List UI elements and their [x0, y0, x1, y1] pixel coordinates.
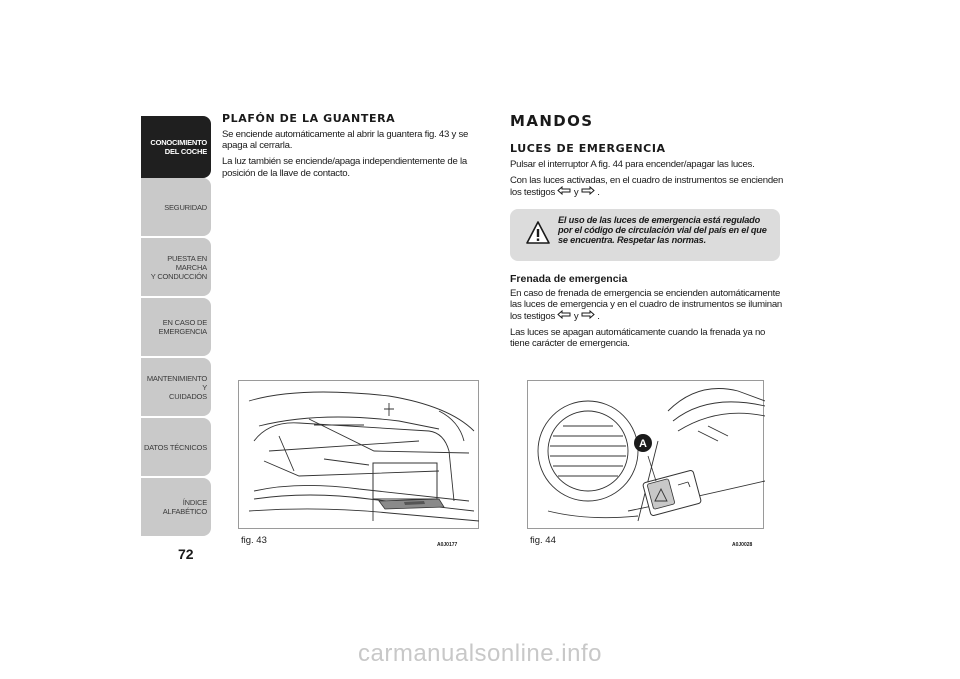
tab-puesta-en-marcha[interactable]: PUESTA EN MARCHA Y CONDUCCIÓN: [141, 238, 211, 296]
conjunction: y: [573, 311, 579, 323]
paragraph: Se enciende automáticamente al abrir la guantera fig. 43 y se apaga al cerrarla.: [222, 129, 469, 152]
figure-code: A0J0177: [437, 542, 458, 548]
hazard-switch-illustration: [528, 381, 765, 530]
left-column: [222, 112, 492, 184]
paragraph: Pulsar el interruptor A fig. 44 para encender/apagar las luces.: [510, 159, 755, 170]
tab-conocimiento-del-coche[interactable]: CONOCIMIENTO DEL COCHE: [141, 116, 211, 178]
turn-signal-right-icon: [581, 310, 595, 319]
paragraph: Las luces se apagan automáticamente cuando la frenada ya no tiene carácter de emergencia.: [510, 327, 766, 350]
period: .: [597, 311, 600, 323]
figure-code: A0J0028: [732, 542, 753, 548]
warning-box: [510, 209, 780, 261]
section-title-plafon: PLAFÓN DE LA GUANTERA: [222, 112, 396, 125]
figure-43: [238, 380, 479, 548]
figure-caption: fig. 44: [530, 535, 556, 546]
paragraph-frenada: [510, 288, 785, 323]
chapter-title: MANDOS: [510, 112, 594, 130]
watermark: carmanualsonline.info: [358, 640, 602, 667]
conjunction: y: [573, 187, 579, 199]
subsection-title: Frenada de emergencia: [510, 272, 628, 285]
turn-signal-right-icon: [581, 186, 595, 195]
turn-signal-left-icon: [557, 186, 571, 195]
warning-text: El uso de las luces de emergencia está regulado por el código de circulación vial del país en el que se encuentra. Respetar las normas.: [558, 214, 767, 246]
warning-triangle-icon: [526, 221, 550, 245]
paragraph: La luz también se enciende/apaga independientemente de la posición de la llave de contacto.: [222, 156, 467, 179]
section-title-luces: LUCES DE EMERGENCIA: [510, 142, 666, 155]
page-number: 72: [178, 546, 194, 562]
paragraph-text: Con las luces activadas, en el cuadro de instrumentos se encienden los testigos: [510, 175, 784, 199]
glove-box-illustration: [239, 381, 480, 530]
tab-datos-tecnicos[interactable]: DATOS TÉCNICOS: [141, 418, 211, 476]
right-column: [510, 112, 785, 355]
marker-a-label: A: [639, 438, 647, 450]
tab-indice-alfabetico[interactable]: ÍNDICE ALFABÉTICO: [141, 478, 211, 536]
figure-caption: fig. 43: [241, 535, 267, 546]
period: .: [597, 187, 600, 199]
tab-seguridad[interactable]: SEGURIDAD: [141, 178, 211, 236]
tab-mantenimiento[interactable]: MANTENIMIENTO Y CUIDADOS: [141, 358, 211, 416]
figure-44: [527, 380, 764, 548]
tab-en-caso-de-emergencia[interactable]: EN CASO DE EMERGENCIA: [141, 298, 211, 356]
paragraph-text: En caso de frenada de emergencia se encienden automáticamente las luces de emergencia y en el cuadro de instrumentos se iluminan los testigos: [510, 287, 783, 323]
paragraph-testigos: [510, 175, 785, 198]
turn-signal-left-icon: [557, 310, 571, 319]
